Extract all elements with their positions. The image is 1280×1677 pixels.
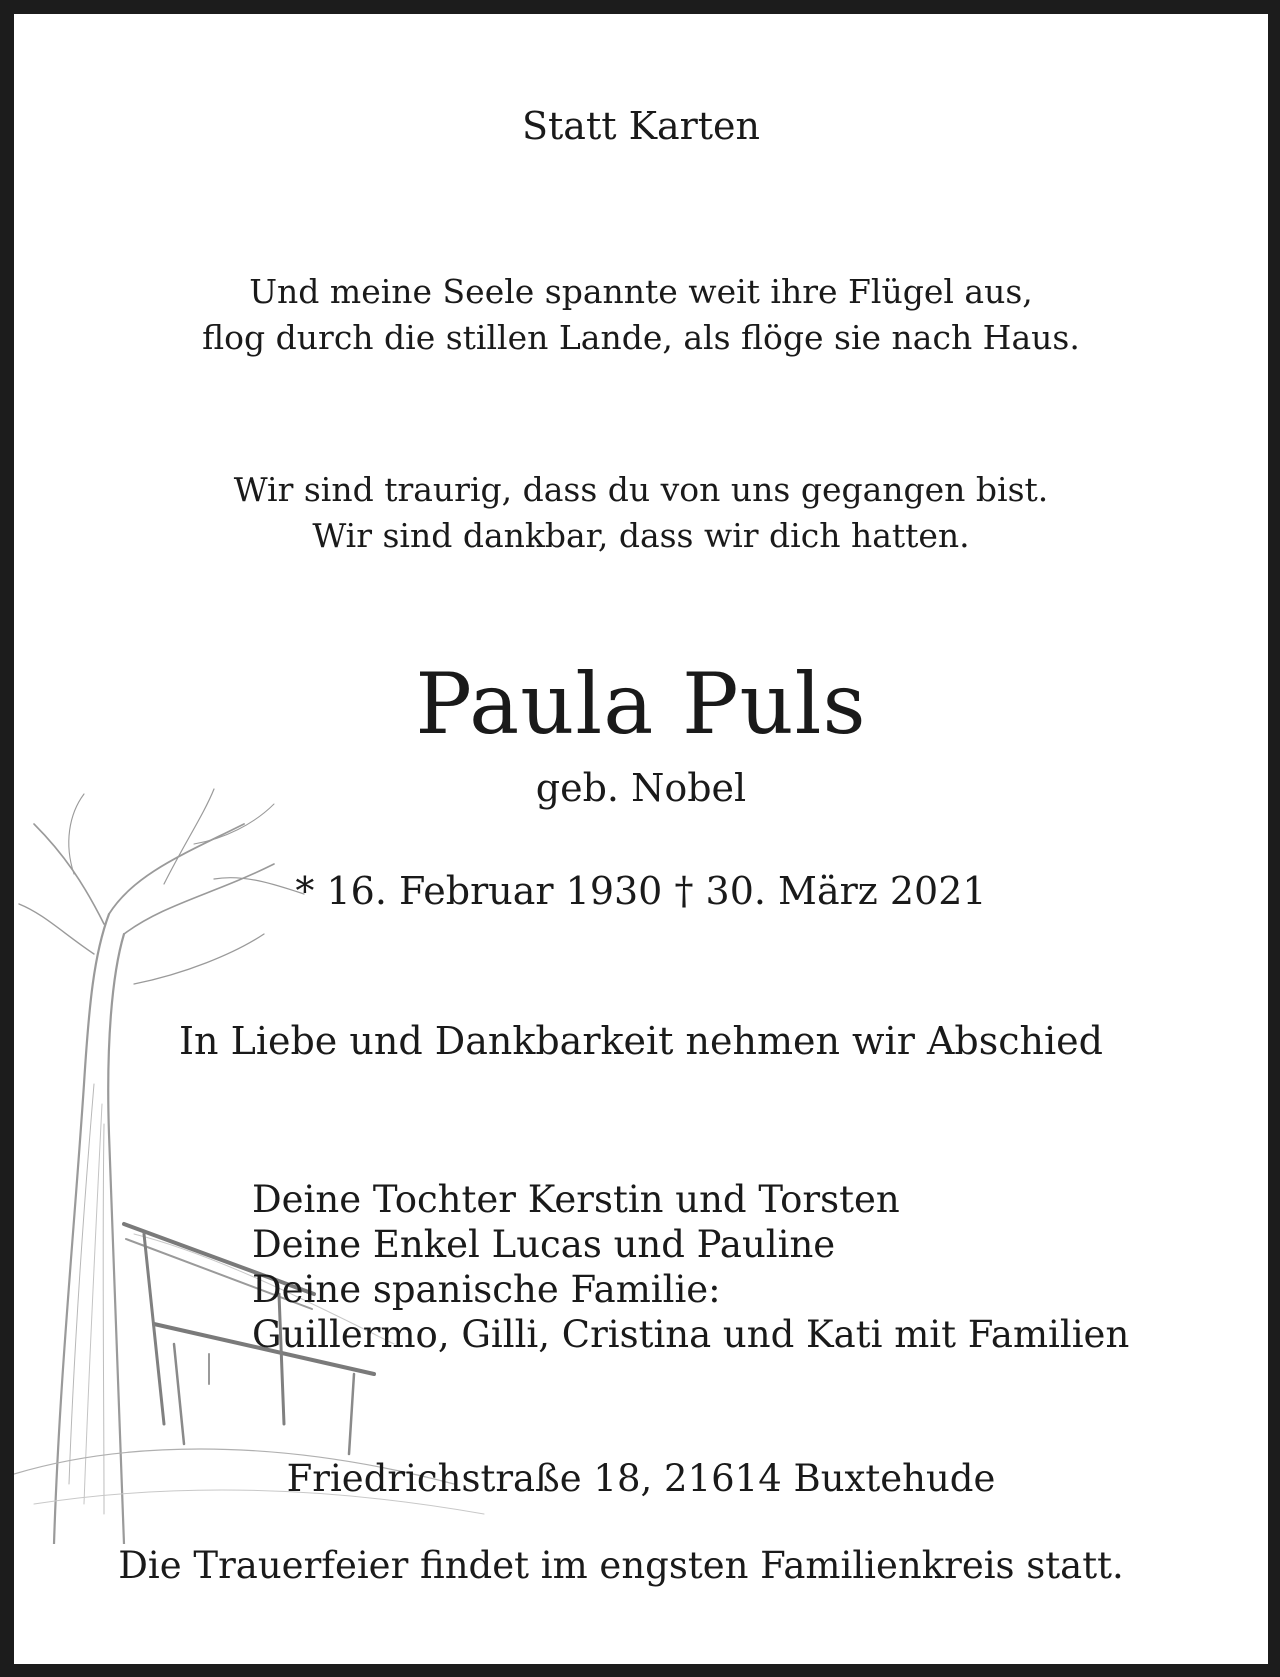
poem [14,269,1268,361]
poem-line-2: flog durch die stillen Lande, als flöge sie nach Haus. [202,318,1080,357]
poem-line-1: Und meine Seele spannte weit ihre Flügel aus, [249,272,1033,311]
sentiment-line-2: Wir sind dankbar, dass wir dich hatten. [312,516,970,555]
sentiment [14,467,1268,559]
deceased-name: Paula Puls [415,655,867,753]
obituary-card [14,14,1268,1664]
farewell-line: In Liebe und Dankbarkeit nehmen wir Abschied [179,1019,1103,1063]
family-member: Deine spanische Familie: [252,1268,721,1311]
family-list [252,1177,1129,1357]
life-dates: * 16. Februar 1930 † 30. März 2021 [295,869,987,913]
address: Friedrichstraße 18, 21614 Buxtehude [286,1457,996,1500]
statt-karten-heading: Statt Karten [521,104,761,148]
family-member: Deine Enkel Lucas und Pauline [252,1223,836,1266]
sentiment-line-1: Wir sind traurig, dass du von uns gegangen bist. [233,470,1049,509]
ceremony-note: Die Trauerfeier findet im engsten Familienkreis statt. [118,1544,1124,1587]
family-member: Deine Tochter Kerstin und Torsten [252,1178,900,1221]
birth-name: geb. Nobel [535,766,747,810]
family-member: Guillermo, Gilli, Cristina und Kati mit Familien [252,1313,1130,1356]
